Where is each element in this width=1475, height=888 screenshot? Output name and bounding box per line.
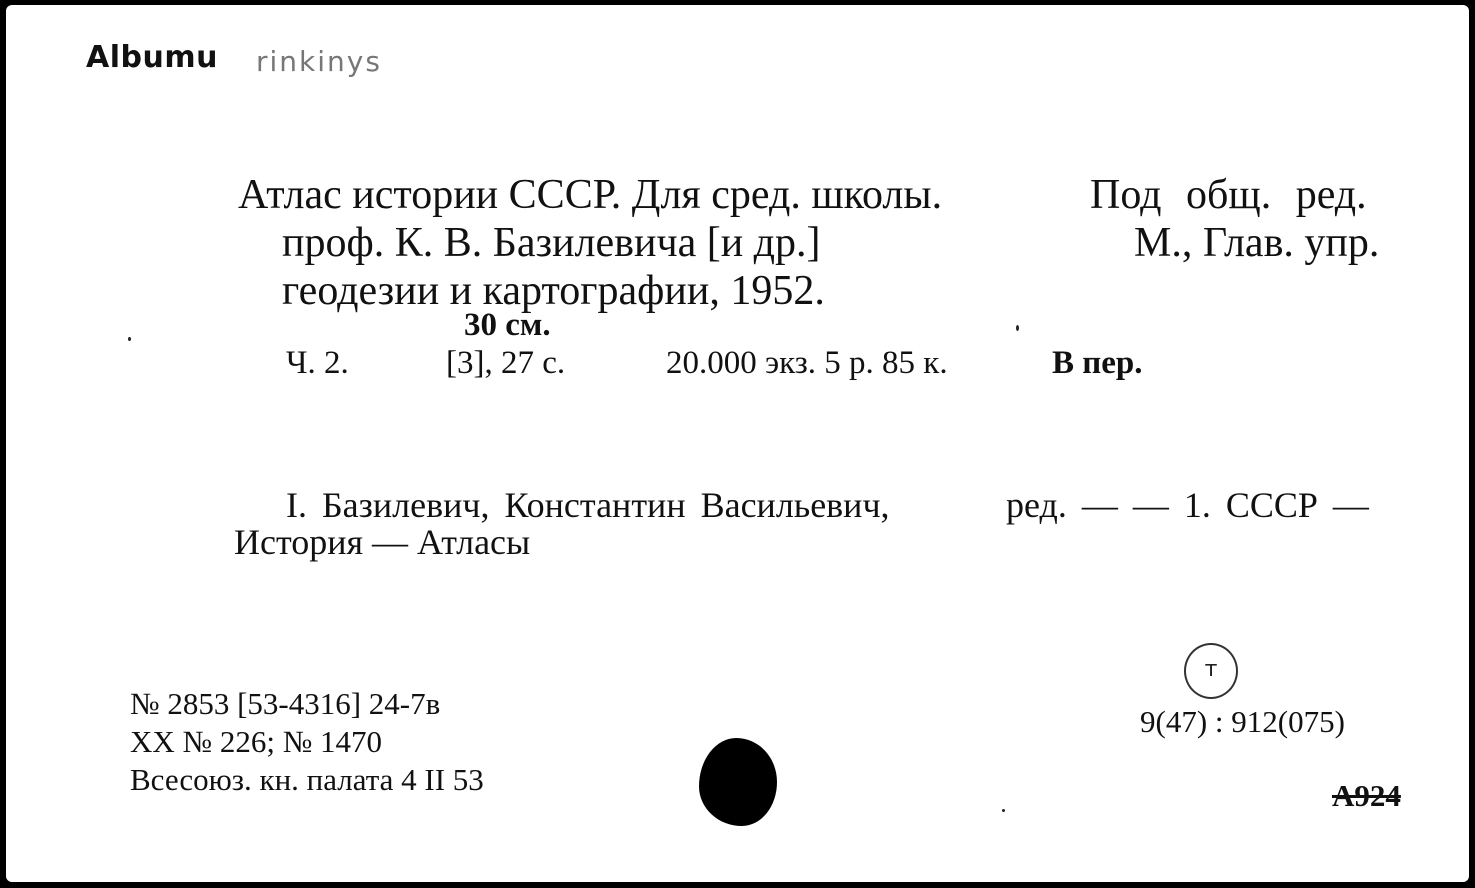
speck	[128, 337, 131, 341]
binding-note: В пер.	[1052, 345, 1143, 381]
editor-name: проф. К. В. Базилевича [и др.]	[282, 220, 821, 266]
record-chamber: Всесоюз. кн. палата 4 II 53	[130, 762, 484, 797]
print-run-price: 20.000 экз. 5 р. 85 к.	[666, 345, 948, 381]
stamp-faded-text: rinkinys	[256, 45, 382, 78]
part-number: Ч. 2.	[286, 345, 349, 381]
ink-blot	[699, 738, 777, 826]
circled-mark: т	[1184, 643, 1238, 699]
publisher-place: М., Глав. упр.	[1134, 220, 1380, 266]
title-line: Атлас истории СССР. Для сред. школы.	[238, 172, 943, 218]
tracing-name: I. Базилевич, Константин Васильевич,	[286, 485, 890, 525]
publisher-line: геодезии и картографии, 1952.	[282, 268, 825, 314]
catalog-card	[6, 5, 1469, 882]
speck	[1016, 325, 1019, 331]
page-count: [3], 27 с.	[446, 345, 566, 381]
size-note: 30 см.	[464, 307, 551, 343]
tracing-subject: ред. — — 1. СССР —	[1006, 485, 1369, 525]
record-number: № 2853 [53-4316] 24-7в	[130, 686, 441, 721]
record-series: XX № 226; № 1470	[130, 724, 383, 759]
stamp-label: Albumu	[86, 40, 218, 75]
tracing-subject-cont: История — Атласы	[234, 522, 531, 562]
editor-note: Под общ. ред.	[1090, 172, 1367, 218]
speck	[1002, 809, 1005, 812]
classification-code: 9(47) : 912(075)	[1140, 704, 1345, 739]
shelf-mark: А924	[1332, 778, 1401, 813]
